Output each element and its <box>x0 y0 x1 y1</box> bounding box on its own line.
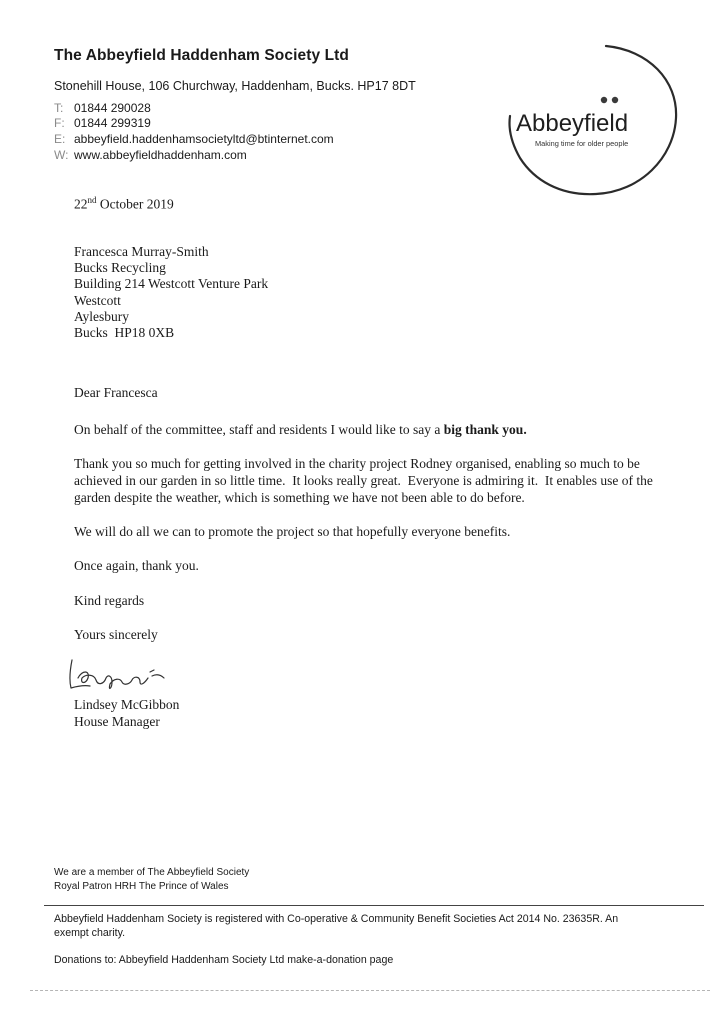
abbeyfield-logo <box>500 40 680 200</box>
recipient-line: Aylesbury <box>74 308 130 324</box>
recipient-line: Bucks HP18 0XB <box>74 325 175 341</box>
logo-wordmark: Abbeyfield <box>516 110 629 137</box>
signer-name: Lindsey McGibbon <box>74 697 180 712</box>
closing-yours-sincerely: Yours sincerely <box>74 627 158 642</box>
figures-icon <box>601 97 618 103</box>
paragraph-project: Thank you so much for getting involved in the charity project Rodney organised, enabling so much to be achieved in our garden in so little time. It looks really great. Everyone is admiring it. It enables use of the garden despite the weather, which is something we have not been able to do before. <box>74 456 657 505</box>
recipient-address <box>74 244 268 341</box>
paragraph-once-again: Once again, thank you. <box>74 558 199 573</box>
recipient-line: Bucks Recycling <box>74 260 166 276</box>
signer-block <box>74 696 179 730</box>
salutation: Dear Francesca <box>74 385 158 400</box>
recipient-line: Francesca Murray-Smith <box>74 244 209 259</box>
fax-number: 01844 299319 <box>74 116 151 130</box>
handwritten-signature <box>64 648 174 696</box>
contact-email <box>54 132 334 146</box>
royal-patron-note: Royal Patron HRH The Prince of Wales <box>54 881 229 892</box>
contact-fax <box>54 116 151 130</box>
signer-title: House Manager <box>74 714 160 729</box>
organisation-name: The Abbeyfield Haddenham Society Ltd <box>54 47 349 64</box>
email-prefix: E: <box>54 132 66 146</box>
date-day: 22 <box>74 196 88 212</box>
footer-divider <box>44 905 704 906</box>
paragraph-thanks-text: On behalf of the committee, staff and residents I would like to say a <box>74 422 444 437</box>
recipient-line: Westcott <box>74 292 121 308</box>
letter-date <box>74 192 174 213</box>
website-url: www.abbeyfieldhaddenham.com <box>74 148 247 162</box>
recipient-line: Building 214 Westcott Venture Park <box>74 276 269 292</box>
contact-telephone <box>54 101 151 115</box>
bottom-divider <box>30 990 710 991</box>
date-suffix: nd <box>87 195 97 205</box>
registration-note: Abbeyfield Haddenham Society is registered with Co-operative & Community Benefit Societies Act 2014 No. 23635R. An exempt charity. <box>54 913 619 939</box>
telephone-number: 01844 290028 <box>74 101 151 115</box>
organisation-address: Stonehill House, 106 Churchway, Haddenham, Bucks. HP17 8DT <box>54 79 416 93</box>
membership-note: We are a member of The Abbeyfield Society <box>54 867 250 878</box>
telephone-prefix: T: <box>54 101 64 115</box>
paragraph-thanks <box>74 421 527 438</box>
donations-note: Donations to: Abbeyfield Haddenham Society Ltd make-a-donation page <box>54 954 394 966</box>
paragraph-thanks-bold: big thank you. <box>443 422 527 437</box>
fax-prefix: F: <box>54 116 65 130</box>
contact-website <box>54 148 247 162</box>
closing-kind-regards: Kind regards <box>74 593 145 608</box>
logo-tagline: Making time for older people <box>535 139 629 148</box>
paragraph-promote: We will do all we can to promote the project so that hopefully everyone benefits. <box>74 524 511 539</box>
website-prefix: W: <box>54 148 69 162</box>
email-address: abbeyfield.haddenhamsocietyltd@btinternet.com <box>74 132 334 146</box>
date-month-year: October 2019 <box>96 196 174 212</box>
